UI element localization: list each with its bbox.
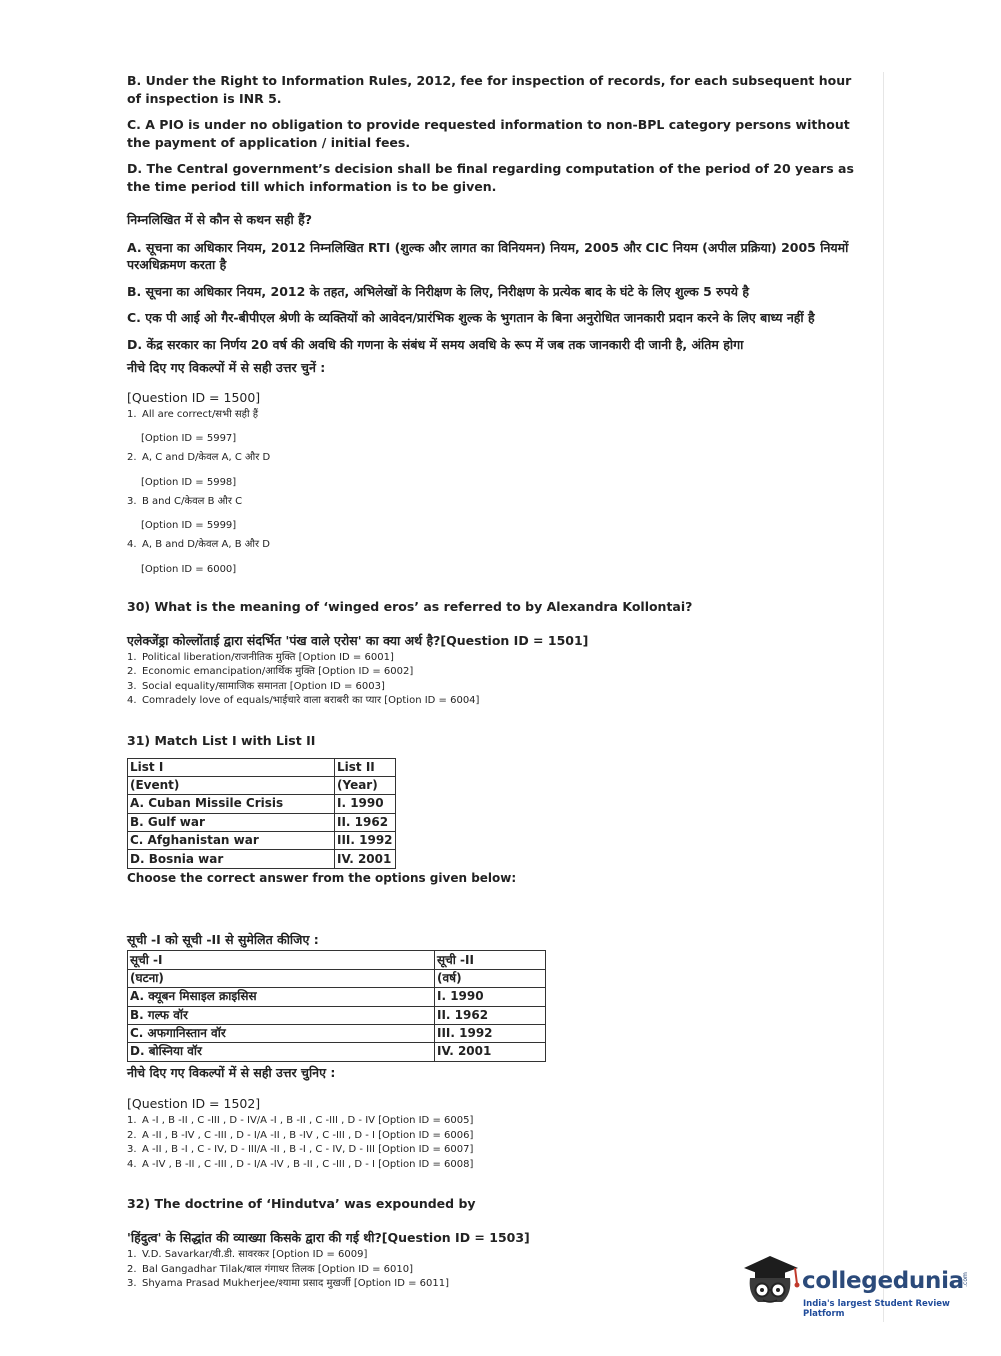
list-item: 2. Economic emancipation/आर्थिक मुक्ति [Option ID = 6002]	[127, 666, 414, 677]
table-cell: D. Bosnia war	[128, 850, 335, 868]
list-item: 3. Shyama Prasad Mukherjee/श्यामा प्रसाद मुखर्जी [Option ID = 6011]	[127, 1278, 450, 1290]
table-row	[128, 776, 396, 794]
table-row	[128, 988, 546, 1006]
list-item: 1. Political liberation/राजनीतिक मुक्ति [Option ID = 6001]	[127, 651, 394, 663]
statement-hi-d: D. केंद्र सरकार का निर्णय 20 वर्ष की अवधि की गणना के संबंध में समय अवधि के रूप में जब तक जानकारी दी जानी है, अंतिम होगा	[127, 336, 744, 352]
student-mascot-icon	[740, 1252, 802, 1314]
q29-question-id: [Question ID = 1500]	[127, 389, 261, 405]
q29-choose-instruction: नीचे दिए गए विकल्पों में से सही उत्तर चुनें :	[127, 360, 326, 375]
table-row	[128, 951, 546, 969]
table-row	[128, 1043, 546, 1061]
table-cell: सूची -I	[128, 951, 435, 969]
list-item: 2. Bal Gangadhar Tilak/बाल गंगाधर तिलक [Option ID = 6010]	[127, 1263, 414, 1275]
statement-hi-c: C. एक पी आई ओ गैर-बीपीएल श्रेणी के व्यक्तियों को आवेदन/प्रारंभिक शुल्क के भुगतान के बिना अनुरोधित जानकारी प्रदान करने के लिए बाध्य नहीं है	[127, 310, 815, 325]
list-item: 4. A -IV , B -II , C -III , D - I/A -IV , B -II , C -III , D - I [Option ID = 6008]	[127, 1158, 474, 1170]
question-content	[127, 72, 867, 1292]
table-cell: सूची -II	[435, 951, 546, 969]
table-cell: A. क्यूबन मिसाइल क्राइसिस	[128, 988, 435, 1006]
statement-hi-a: A. सूचना का अधिकार नियम, 2012 निम्नलिखित RTI (शुल्क और लागत का विनियमन) नियम, 2005 और CIC नियम (अपील प्रक्रिया) 2005 नियमों परअधिक्रमण करता है	[127, 239, 849, 272]
q32-hindi-question: 'हिंदुत्व' के सिद्धांत की व्याख्या किसके द्वारा की गई थी?[Question ID = 1503]	[127, 1230, 530, 1246]
logo-suffix: .com	[961, 1272, 969, 1287]
q29-options	[127, 408, 867, 577]
list-item: 1. V.D. Savarkar/वी.डी. सावरकर [Option ID = 6009]	[127, 1249, 368, 1261]
list-item: 1. All are correct/सभी सही हैं [Option ID = 5997]	[127, 408, 867, 447]
table-cell: C. अफगानिस्तान वॉर	[128, 1024, 435, 1042]
table-cell: II. 1962	[335, 813, 396, 831]
list-item: 4. Comradely love of equals/भाईचारे वाला बराबरी का प्यार [Option ID = 6004]	[127, 695, 480, 706]
table-row	[128, 832, 396, 850]
logo-tagline: India's largest Student Review Platform	[803, 1299, 950, 1319]
option-id: [Option ID = 5998]	[141, 476, 237, 488]
table-cell: List I	[128, 758, 335, 776]
match-table-hi	[127, 950, 546, 1061]
option-id: [Option ID = 6000]	[141, 563, 237, 575]
q31-title: 31) Match List I with List II	[127, 732, 316, 748]
logo-wordmark: collegedunia	[802, 1268, 964, 1294]
q30-hindi-question: एलेक्जेंड्रा कोल्लोंताई द्वारा संदर्भित 'पंख वाले एरोस' का क्या अर्थ है?[Question ID = 1501]	[127, 632, 589, 648]
statement-en-b: B. Under the Right to Information Rules, 2012, fee for inspection of records, for each subsequent hour of inspection is INR 5.	[127, 73, 852, 106]
page-margin-line	[883, 72, 884, 1322]
table-cell: III. 1992	[335, 832, 396, 850]
table-row	[128, 1024, 546, 1042]
option-id: [Option ID = 5997]	[141, 433, 237, 444]
match-table-en	[127, 758, 396, 869]
list-item: 2. A -II , B -IV , C -III , D - I/A -II , B -IV , C -III , D - I [Option ID = 6006]	[127, 1129, 474, 1141]
table-row	[128, 813, 396, 831]
q31-choose-en: Choose the correct answer from the options given below:	[127, 870, 517, 885]
table-cell: IV. 2001	[435, 1043, 546, 1061]
table-row	[128, 1006, 546, 1024]
statement-en-d: D. The Central government’s decision shall be final regarding computation of the period of 20 years as the time period till which information is to be given.	[127, 161, 854, 194]
collegedunia-logo	[740, 1248, 970, 1323]
q31-hindi-heading: सूची -I को सूची -II से सुमेलित कीजिए :	[127, 932, 319, 948]
table-cell: III. 1992	[435, 1024, 546, 1042]
q31-question-id: [Question ID = 1502]	[127, 1096, 261, 1112]
table-row	[128, 795, 396, 813]
q31-choose-hi: नीचे दिए गए विकल्पों में से सही उत्तर चुनिए :	[127, 1064, 336, 1080]
list-item: 2. A, C and D/केवल A, C और D [Option ID = 5998]	[127, 451, 867, 490]
q30-options	[127, 651, 867, 709]
option-text: A, B and D/केवल A, B और D	[142, 539, 270, 550]
table-cell: (घटना)	[128, 969, 435, 987]
option-id: [Option ID = 5999]	[141, 520, 237, 531]
table-cell: (वर्ष)	[435, 969, 546, 987]
table-cell: IV. 2001	[335, 850, 396, 868]
table-row	[128, 969, 546, 987]
table-cell: A. Cuban Missile Crisis	[128, 795, 335, 813]
list-item: 1. A -I , B -II , C -III , D - IV/A -I , B -II , C -III , D - IV [Option ID = 6005]	[127, 1115, 474, 1127]
table-cell: I. 1990	[435, 988, 546, 1006]
table-cell: D. बोस्निया वॉर	[128, 1043, 435, 1061]
table-row	[128, 850, 396, 868]
statement-en-c: C. A PIO is under no obligation to provide requested information to non-BPL category persons without the payment of application / initial fees.	[127, 117, 850, 150]
list-item: 3. Social equality/सामाजिक समानता [Option ID = 6003]	[127, 680, 385, 692]
table-cell: I. 1990	[335, 795, 396, 813]
statement-hi-b: B. सूचना का अधिकार नियम, 2012 के तहत, अभिलेखों के निरीक्षण के लिए, निरीक्षण के प्रत्येक बाद के घंटे के लिए शुल्क 5 रुपये है	[127, 283, 749, 299]
option-text: All are correct/सभी सही हैं	[142, 408, 259, 420]
table-row	[128, 758, 396, 776]
table-cell: List II	[335, 758, 396, 776]
option-text: A, C and D/केवल A, C और D	[142, 452, 271, 463]
table-cell: (Event)	[128, 776, 335, 794]
list-item: 3. A -II , B -I , C - IV, D - III/A -II , B -I , C - IV, D - III [Option ID = 6007]	[127, 1144, 474, 1156]
q31-options	[127, 1114, 867, 1172]
list-item: 4. A, B and D/केवल A, B और D [Option ID = 6000]	[127, 538, 867, 577]
q29-hindi-question: निम्नलिखित में से कौन से कथन सही हैं?	[127, 212, 312, 227]
table-cell: II. 1962	[435, 1006, 546, 1024]
table-cell: (Year)	[335, 776, 396, 794]
option-text: B and C/केवल B और C	[142, 495, 243, 507]
q30-title: 30) What is the meaning of ‘winged eros’ as referred to by Alexandra Kollontai?	[127, 598, 693, 614]
list-item: 3. B and C/केवल B और C [Option ID = 5999]	[127, 495, 867, 534]
table-cell: C. Afghanistan war	[128, 832, 335, 850]
table-cell: B. गल्फ वॉर	[128, 1006, 435, 1024]
table-cell: B. Gulf war	[128, 813, 335, 831]
q32-title: 32) The doctrine of ‘Hindutva’ was expounded by	[127, 1196, 476, 1212]
